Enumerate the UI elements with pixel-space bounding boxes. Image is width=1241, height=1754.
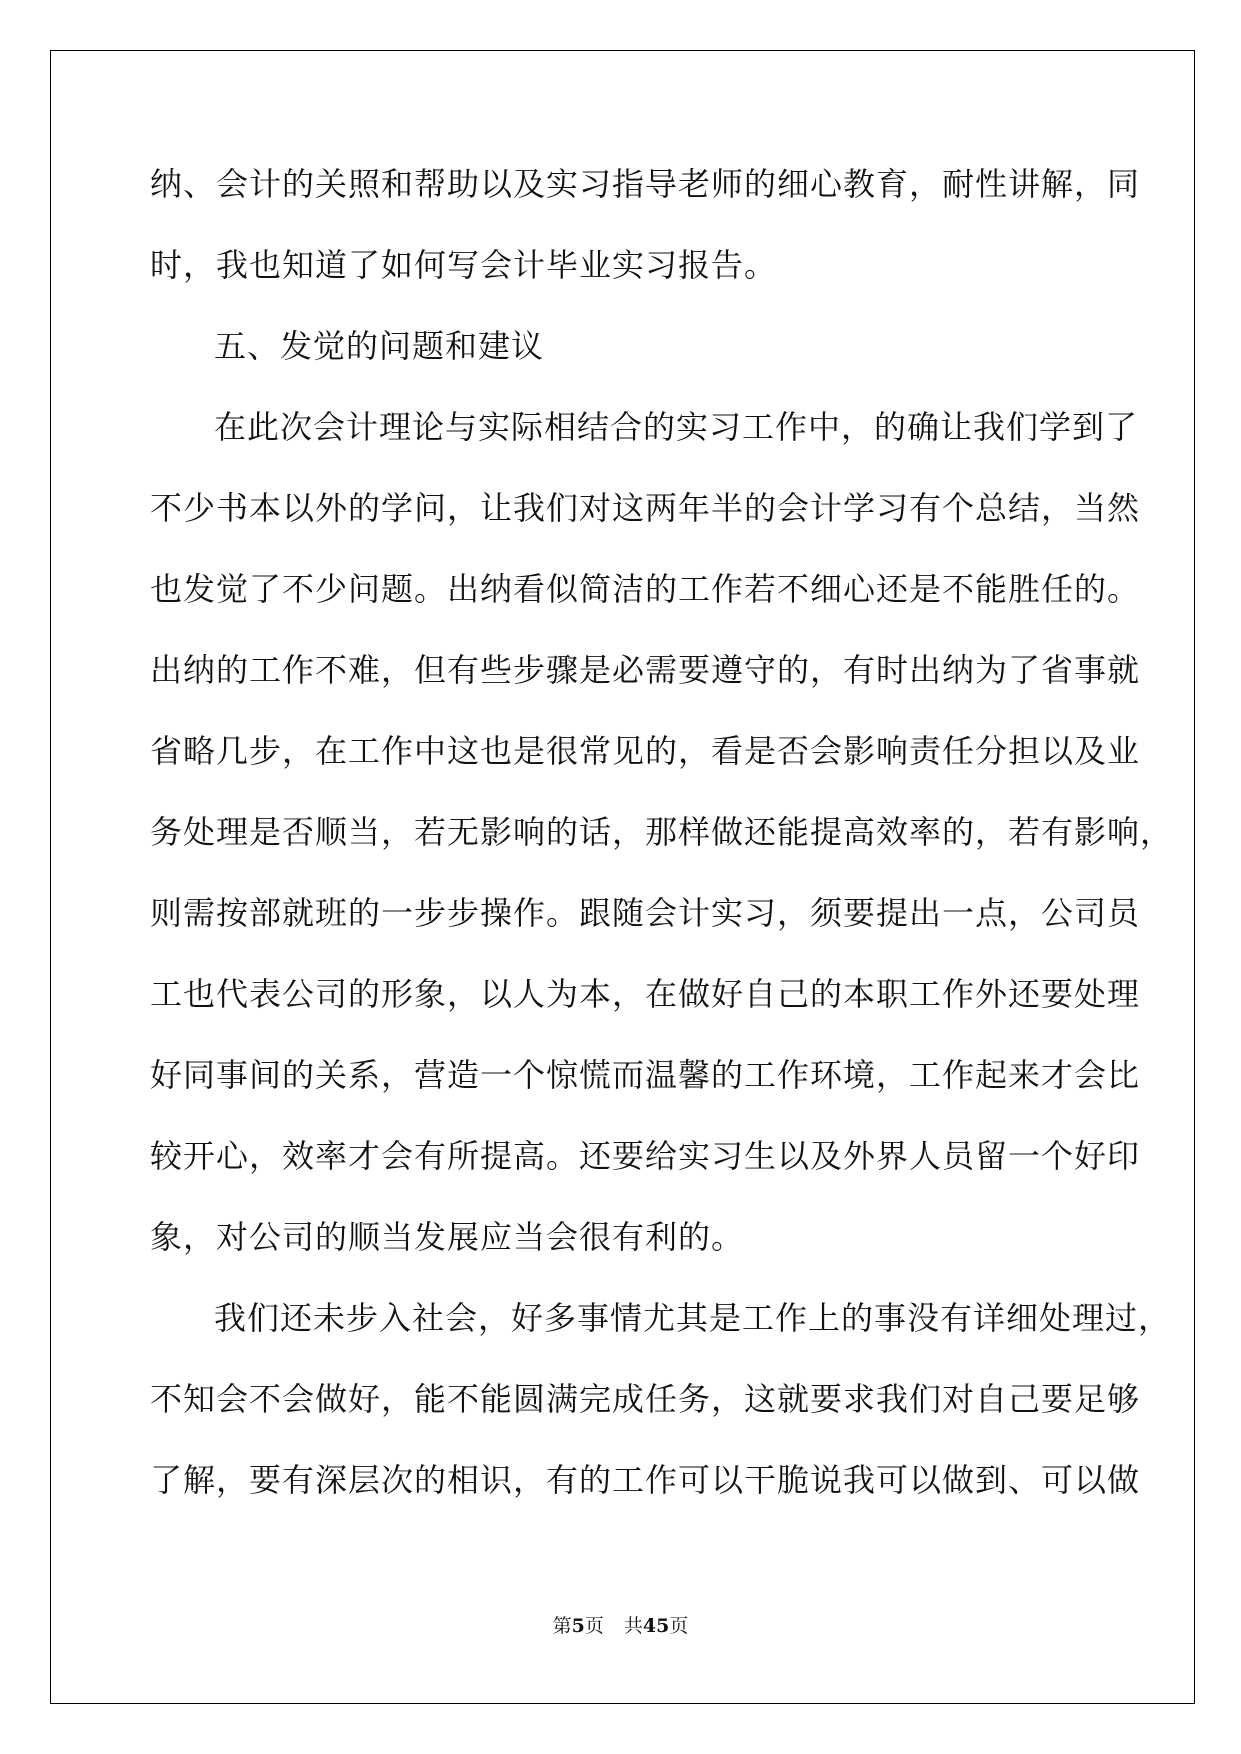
text-line: 不知会不会做好，能不能圆满完成任务，这就要求我们对自己要足够 [150,1380,1141,1418]
text-line: 不少书本以外的学问，让我们对这两年半的会计学习有个总结，当然 [150,489,1141,527]
text-line: 纳、会计的关照和帮助以及实习指导老师的细心教育，耐性讲解，同 [150,165,1141,203]
text-line: 象，对公司的顺当发展应当会很有利的。 [150,1218,745,1256]
document-body [150,160,1174,1537]
page-number: 5 [571,1615,585,1637]
text-line: 则需按部就班的一步步操作。跟随会计实习，须要提出一点，公司员 [150,894,1141,932]
text-line: 在此次会计理论与实际相结合的实习工作中，的确让我们学到了 [214,408,1139,446]
page-footer [0,1611,1241,1638]
text-line: 我们还未步入社会，好多事情尤其是工作上的事没有详细处理过， [214,1299,1172,1337]
text-line: 出纳的工作不难，但有些步骤是必需要遵守的，有时出纳为了省事就 [150,651,1141,689]
section-heading: 五、发觉的问题和建议 [214,327,545,365]
text-line: 工也代表公司的形象，以人为本，在做好自己的本职工作外还要处理 [150,975,1141,1013]
text-line: 也发觉了不少问题。出纳看似简洁的工作若不细心还是不能胜任的。 [150,570,1141,608]
page-suffix: 页 [584,1615,604,1637]
total-pages: 45 [642,1615,670,1637]
page-prefix: 第 [552,1615,572,1637]
total-suffix: 页 [669,1615,689,1637]
text-line: 务处理是否顺当，若无影响的话，那样做还能提高效率的，若有影响， [150,813,1174,851]
text-line: 了解，要有深层次的相识，有的工作可以干脆说我可以做到、可以做 [150,1461,1141,1499]
text-line: 好同事间的关系，营造一个惊慌而温馨的工作环境，工作起来才会比 [150,1056,1141,1094]
text-line: 时，我也知道了如何写会计毕业实习报告。 [150,246,778,284]
text-line: 省略几步，在工作中这也是很常见的，看是否会影响责任分担以及业 [150,732,1141,770]
total-prefix: 共 [623,1615,643,1637]
text-line: 较开心，效率才会有所提高。还要给实习生以及外界人员留一个好印 [150,1137,1141,1175]
